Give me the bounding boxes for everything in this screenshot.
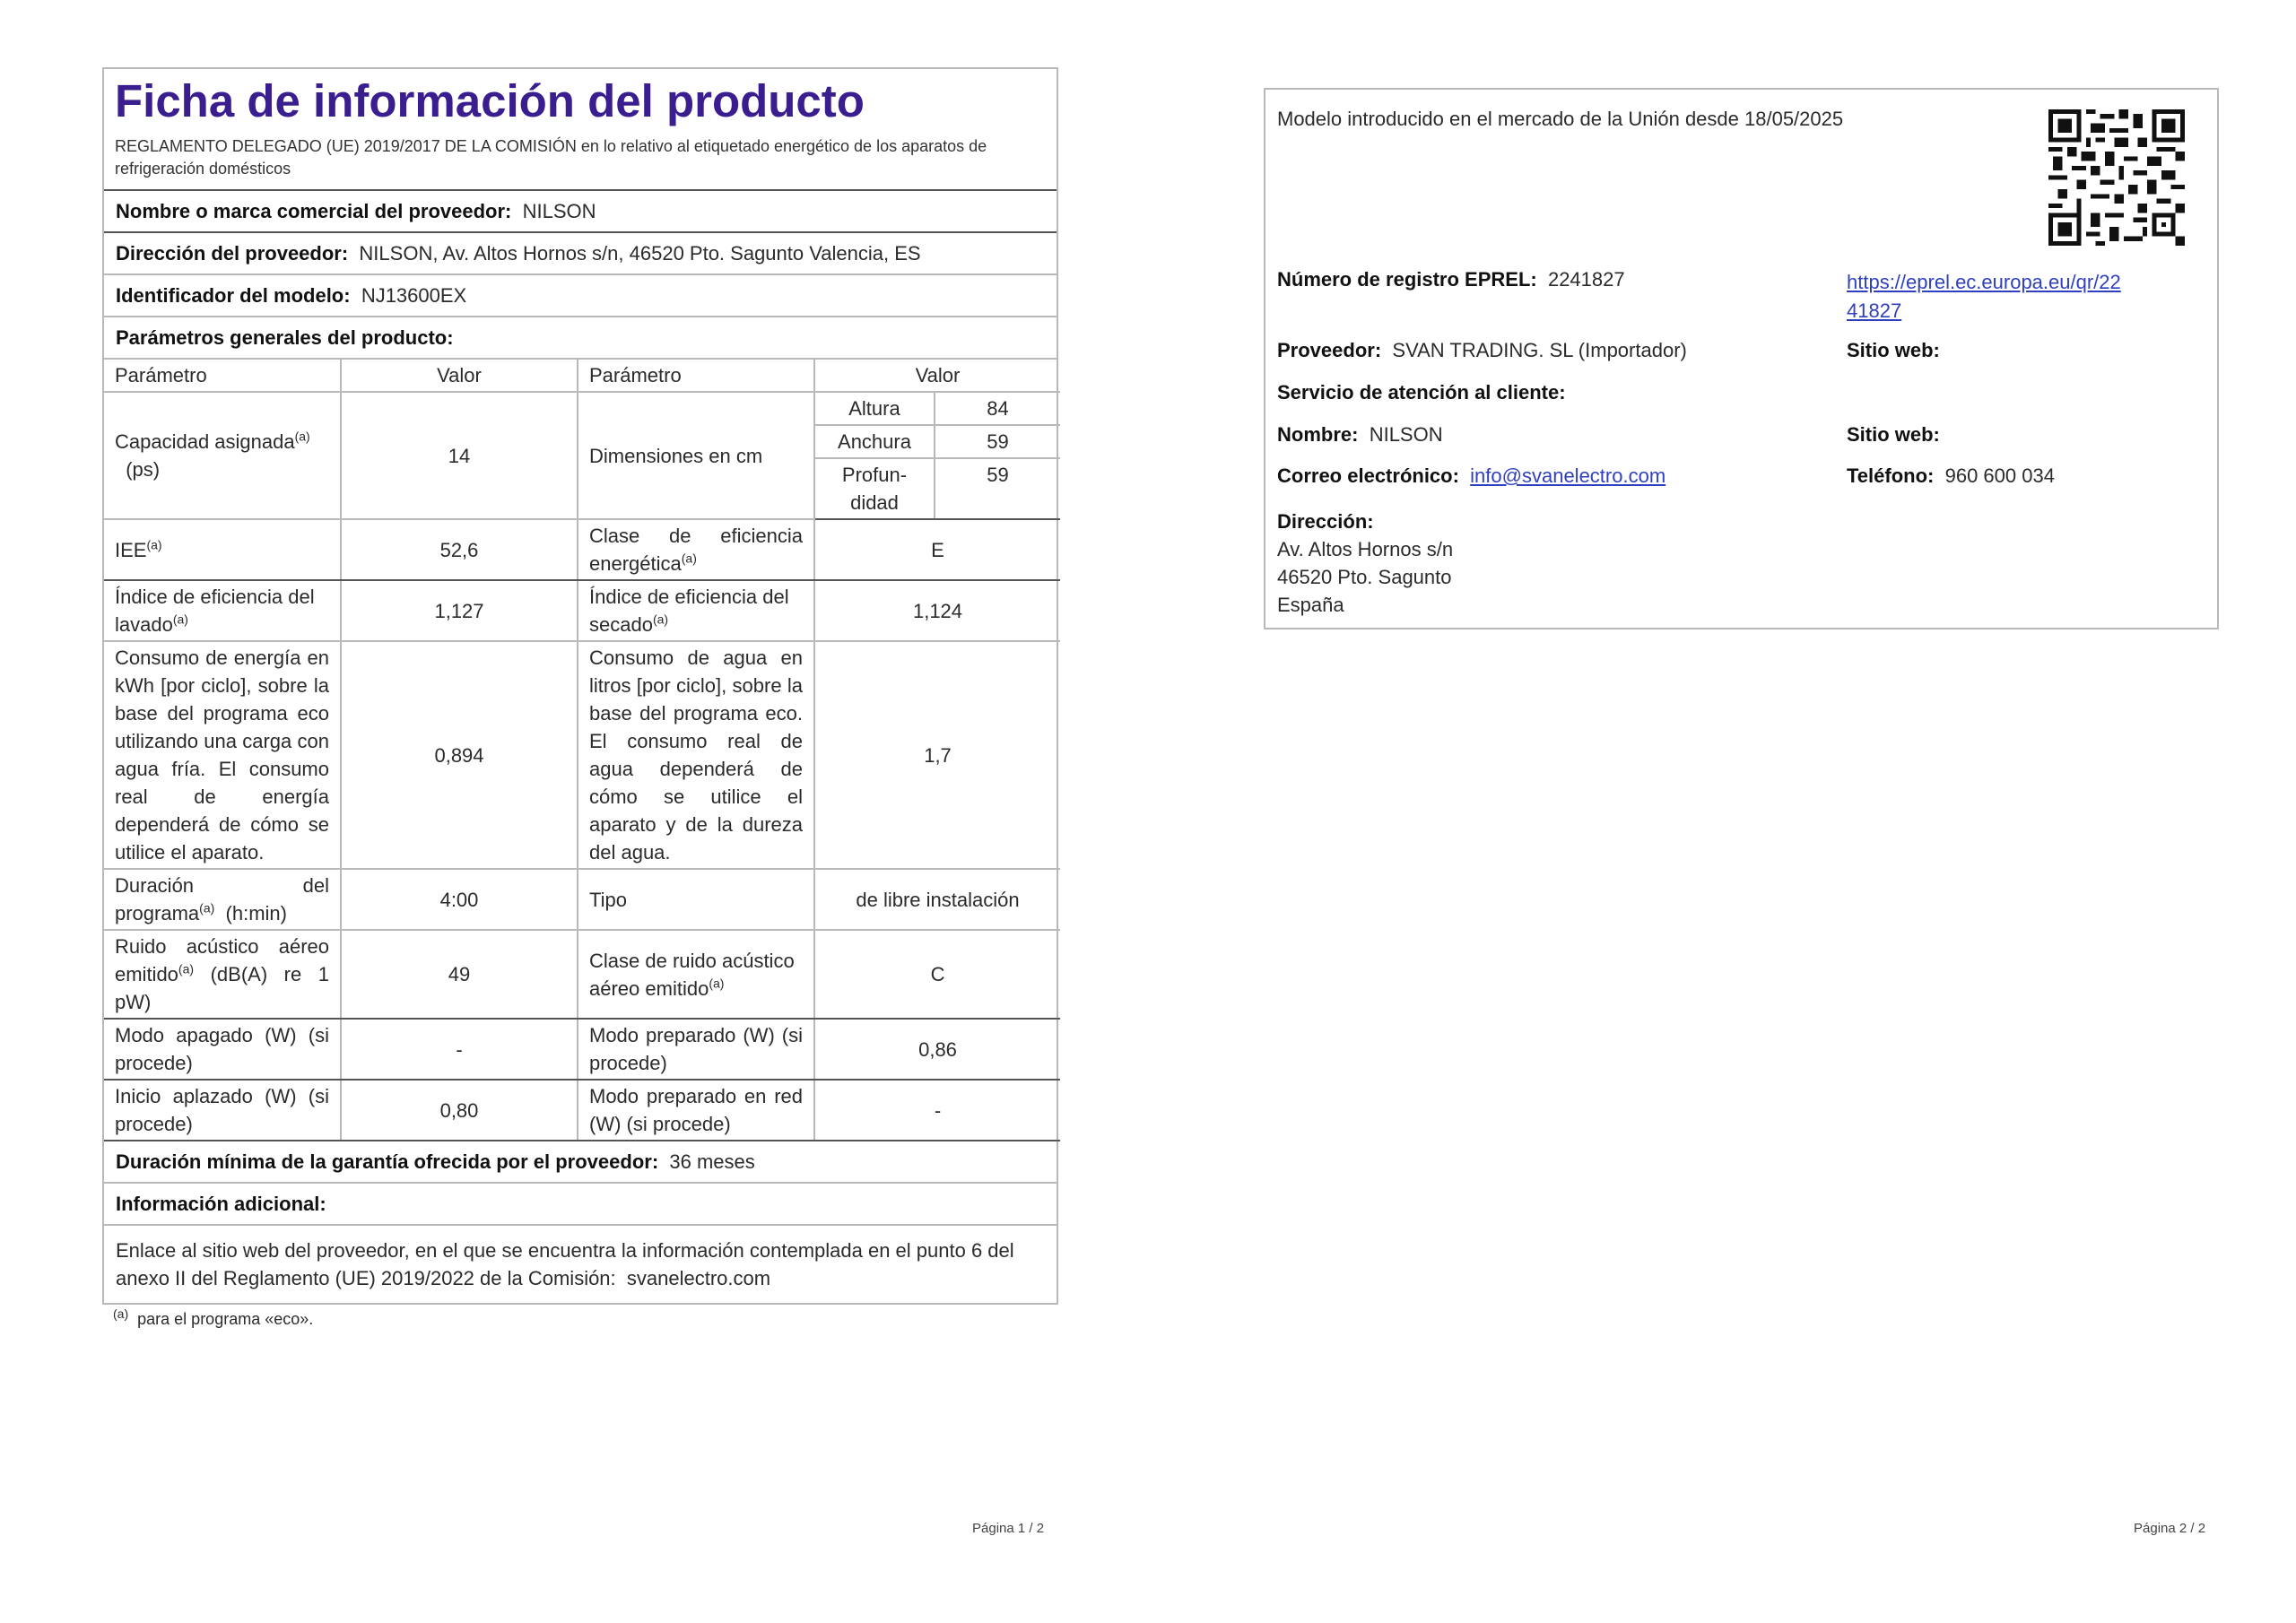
address-block bbox=[1277, 508, 1453, 619]
supplier-row bbox=[1277, 339, 1687, 362]
col-header: Parámetro bbox=[104, 360, 341, 392]
col-header: Valor bbox=[341, 360, 578, 392]
param-value: 1,7 bbox=[814, 641, 1060, 869]
contact-name-row bbox=[1277, 423, 1443, 447]
param-value: 14 bbox=[341, 392, 578, 519]
supplier-website-info bbox=[104, 1226, 1057, 1303]
supplier-address-row bbox=[104, 233, 1057, 275]
param-label: Modo preparado en red (W) (si procede) bbox=[578, 1080, 814, 1141]
table-row bbox=[104, 1019, 1060, 1080]
phone-label: Teléfono: bbox=[1847, 464, 1935, 487]
additional-info-row bbox=[104, 1184, 1057, 1226]
dim-label: Anchura bbox=[814, 425, 935, 458]
eprel-link[interactable] bbox=[1847, 268, 2121, 325]
param-value: 0,86 bbox=[814, 1019, 1060, 1080]
param-value: 1,124 bbox=[814, 580, 1060, 641]
dim-label: Profun-didad bbox=[814, 458, 935, 519]
model-value: NJ13600EX bbox=[361, 284, 467, 307]
regulation-text: REGLAMENTO DELEGADO (UE) 2019/2017 DE LA COMISIÓN en lo relativo al etiquetado energético de los aparatos de refrigeración domésticos bbox=[115, 137, 987, 178]
footnote-text: para el programa «eco». bbox=[137, 1310, 314, 1328]
page-title: Ficha de información del producto bbox=[115, 75, 865, 126]
general-params-row bbox=[104, 317, 1057, 360]
supplier-website-text: Enlace al sitio web del proveedor, en el que se encuentra la información contemplada en el punto 6 del anexo II del Reglamento (UE) 2019/2022 de la Comisión: bbox=[116, 1239, 1014, 1289]
col-header: Parámetro bbox=[578, 360, 814, 392]
supplier-name-row bbox=[104, 191, 1057, 233]
param-label: Clase de ruido acústico aéreo emitido$^{(a)}$ bbox=[578, 930, 814, 1019]
registration-box bbox=[1264, 88, 2219, 629]
param-label: IEE$^{(a)}$ bbox=[104, 519, 341, 580]
footnote bbox=[102, 1306, 1058, 1329]
param-value: C bbox=[814, 930, 1060, 1019]
param-label: Inicio aplazado (W) (si procede) bbox=[104, 1080, 341, 1141]
supplier-name-label: Nombre o marca comercial del proveedor: bbox=[116, 200, 512, 222]
phone-value: 960 600 034 bbox=[1944, 464, 2055, 487]
col-header: Valor bbox=[814, 360, 1060, 392]
footnote-marker: (a) bbox=[113, 1306, 129, 1321]
table-row bbox=[104, 930, 1060, 1019]
eprel-link-line1[interactable]: https://eprel.ec.europa.eu/qr/22 bbox=[1847, 271, 2121, 293]
website-label-1: Sitio web: bbox=[1847, 339, 1940, 361]
sheet-box bbox=[102, 67, 1058, 1305]
eprel-value: 2241827 bbox=[1547, 268, 1625, 291]
supplier-address-label: Dirección del proveedor: bbox=[116, 242, 349, 265]
param-label: Índice de eficiencia del secado$^{(a)}$ bbox=[578, 580, 814, 641]
param-label: Clase de eficiencia energética$^{(a)}$ bbox=[578, 519, 814, 580]
qr-code-icon[interactable] bbox=[2048, 109, 2185, 246]
param-label: Modo preparado (W) (si procede) bbox=[578, 1019, 814, 1080]
address-line: 46520 Pto. Sagunto bbox=[1277, 566, 1452, 588]
params-table bbox=[104, 360, 1060, 1141]
param-label: Dimensiones en cm bbox=[578, 392, 814, 519]
param-value: 4:00 bbox=[341, 869, 578, 930]
table-row bbox=[104, 519, 1060, 580]
supplier-value: SVAN TRADING. SL (Importador) bbox=[1392, 339, 1687, 361]
product-registration-panel bbox=[1264, 88, 2219, 629]
table-row bbox=[104, 392, 1060, 425]
eprel-link-line2[interactable]: 41827 bbox=[1847, 299, 1902, 322]
eprel-label: Número de registro EPREL: bbox=[1277, 268, 1537, 291]
param-label: Capacidad asignada$^{(a)}$ (ps) bbox=[104, 392, 341, 519]
supplier-name-value: NILSON bbox=[522, 200, 596, 222]
address-line: Av. Altos Hornos s/n bbox=[1277, 538, 1454, 560]
customer-service-label: Servicio de atención al cliente: bbox=[1277, 381, 1566, 404]
page-number: Página 1 / 2 bbox=[972, 1521, 1045, 1536]
phone-row bbox=[1847, 464, 2055, 488]
product-info-sheet bbox=[102, 67, 1058, 1329]
table-row bbox=[104, 869, 1060, 930]
param-label: Modo apagado (W) (si procede) bbox=[104, 1019, 341, 1080]
warranty-value: 36 meses bbox=[669, 1150, 755, 1173]
param-value: - bbox=[341, 1019, 578, 1080]
additional-info-label: Información adicional: bbox=[116, 1193, 326, 1215]
address-label: Dirección: bbox=[1277, 510, 1374, 533]
email-label: Correo electrónico: bbox=[1277, 464, 1459, 487]
param-label: Duración del programa$^{(a)}$ (h:min) bbox=[104, 869, 341, 930]
param-label: Índice de eficiencia del lavado$^{(a)}$ bbox=[104, 580, 341, 641]
address-line: España bbox=[1277, 594, 1344, 616]
param-label: Consumo de agua en litros [por ciclo], sobre la base del programa eco. El consumo real de agua dependerá de cómo se utilice el aparato y de la dureza del agua. bbox=[578, 641, 814, 869]
dim-value: 84 bbox=[935, 392, 1060, 425]
model-label: Identificador del modelo: bbox=[116, 284, 351, 307]
market-date-text: Modelo introducido en el mercado de la Unión desde 18/05/2025 bbox=[1277, 108, 1844, 130]
dim-label: Altura bbox=[814, 392, 935, 425]
supplier-address-value: NILSON, Av. Altos Hornos s/n, 46520 Pto. Sagunto Valencia, ES bbox=[359, 242, 921, 265]
supplier-label: Proveedor: bbox=[1277, 339, 1382, 361]
dim-value: 59 bbox=[935, 425, 1060, 458]
param-value: 52,6 bbox=[341, 519, 578, 580]
general-params-label: Parámetros generales del producto: bbox=[116, 326, 454, 349]
param-value: 49 bbox=[341, 930, 578, 1019]
page-number: Página 2 / 2 bbox=[2134, 1521, 2206, 1536]
param-value: 1,127 bbox=[341, 580, 578, 641]
param-value: de libre instalación bbox=[814, 869, 1060, 930]
table-row bbox=[104, 1080, 1060, 1141]
contact-name-value: NILSON bbox=[1369, 423, 1443, 446]
sheet-header bbox=[104, 69, 1057, 191]
website-label-2: Sitio web: bbox=[1847, 423, 1940, 446]
table-header-row bbox=[104, 360, 1060, 392]
model-row bbox=[104, 275, 1057, 317]
dim-value: 59 bbox=[935, 458, 1060, 519]
warranty-label: Duración mínima de la garantía ofrecida por el proveedor: bbox=[116, 1150, 659, 1173]
param-label: Consumo de energía en kWh [por ciclo], sobre la base del programa eco utilizando una carga con agua fría. El consumo real de energía dependerá de cómo se utilice el aparato. bbox=[104, 641, 341, 869]
email-link[interactable]: info@svanelectro.com bbox=[1470, 464, 1666, 487]
param-value: - bbox=[814, 1080, 1060, 1141]
param-value: E bbox=[814, 519, 1060, 580]
supplier-website-link[interactable]: svanelectro.com bbox=[626, 1267, 771, 1289]
table-row bbox=[104, 580, 1060, 641]
param-value: 0,894 bbox=[341, 641, 578, 869]
eprel-row bbox=[1277, 268, 1625, 291]
email-row bbox=[1277, 464, 1665, 488]
warranty-row bbox=[104, 1141, 1057, 1184]
param-value: 0,80 bbox=[341, 1080, 578, 1141]
table-row bbox=[104, 641, 1060, 869]
contact-name-label: Nombre: bbox=[1277, 423, 1359, 446]
param-label: Tipo bbox=[578, 869, 814, 930]
param-label: Ruido acústico aéreo emitido$^{(a)}$ (dB(A) re 1 pW) bbox=[104, 930, 341, 1019]
